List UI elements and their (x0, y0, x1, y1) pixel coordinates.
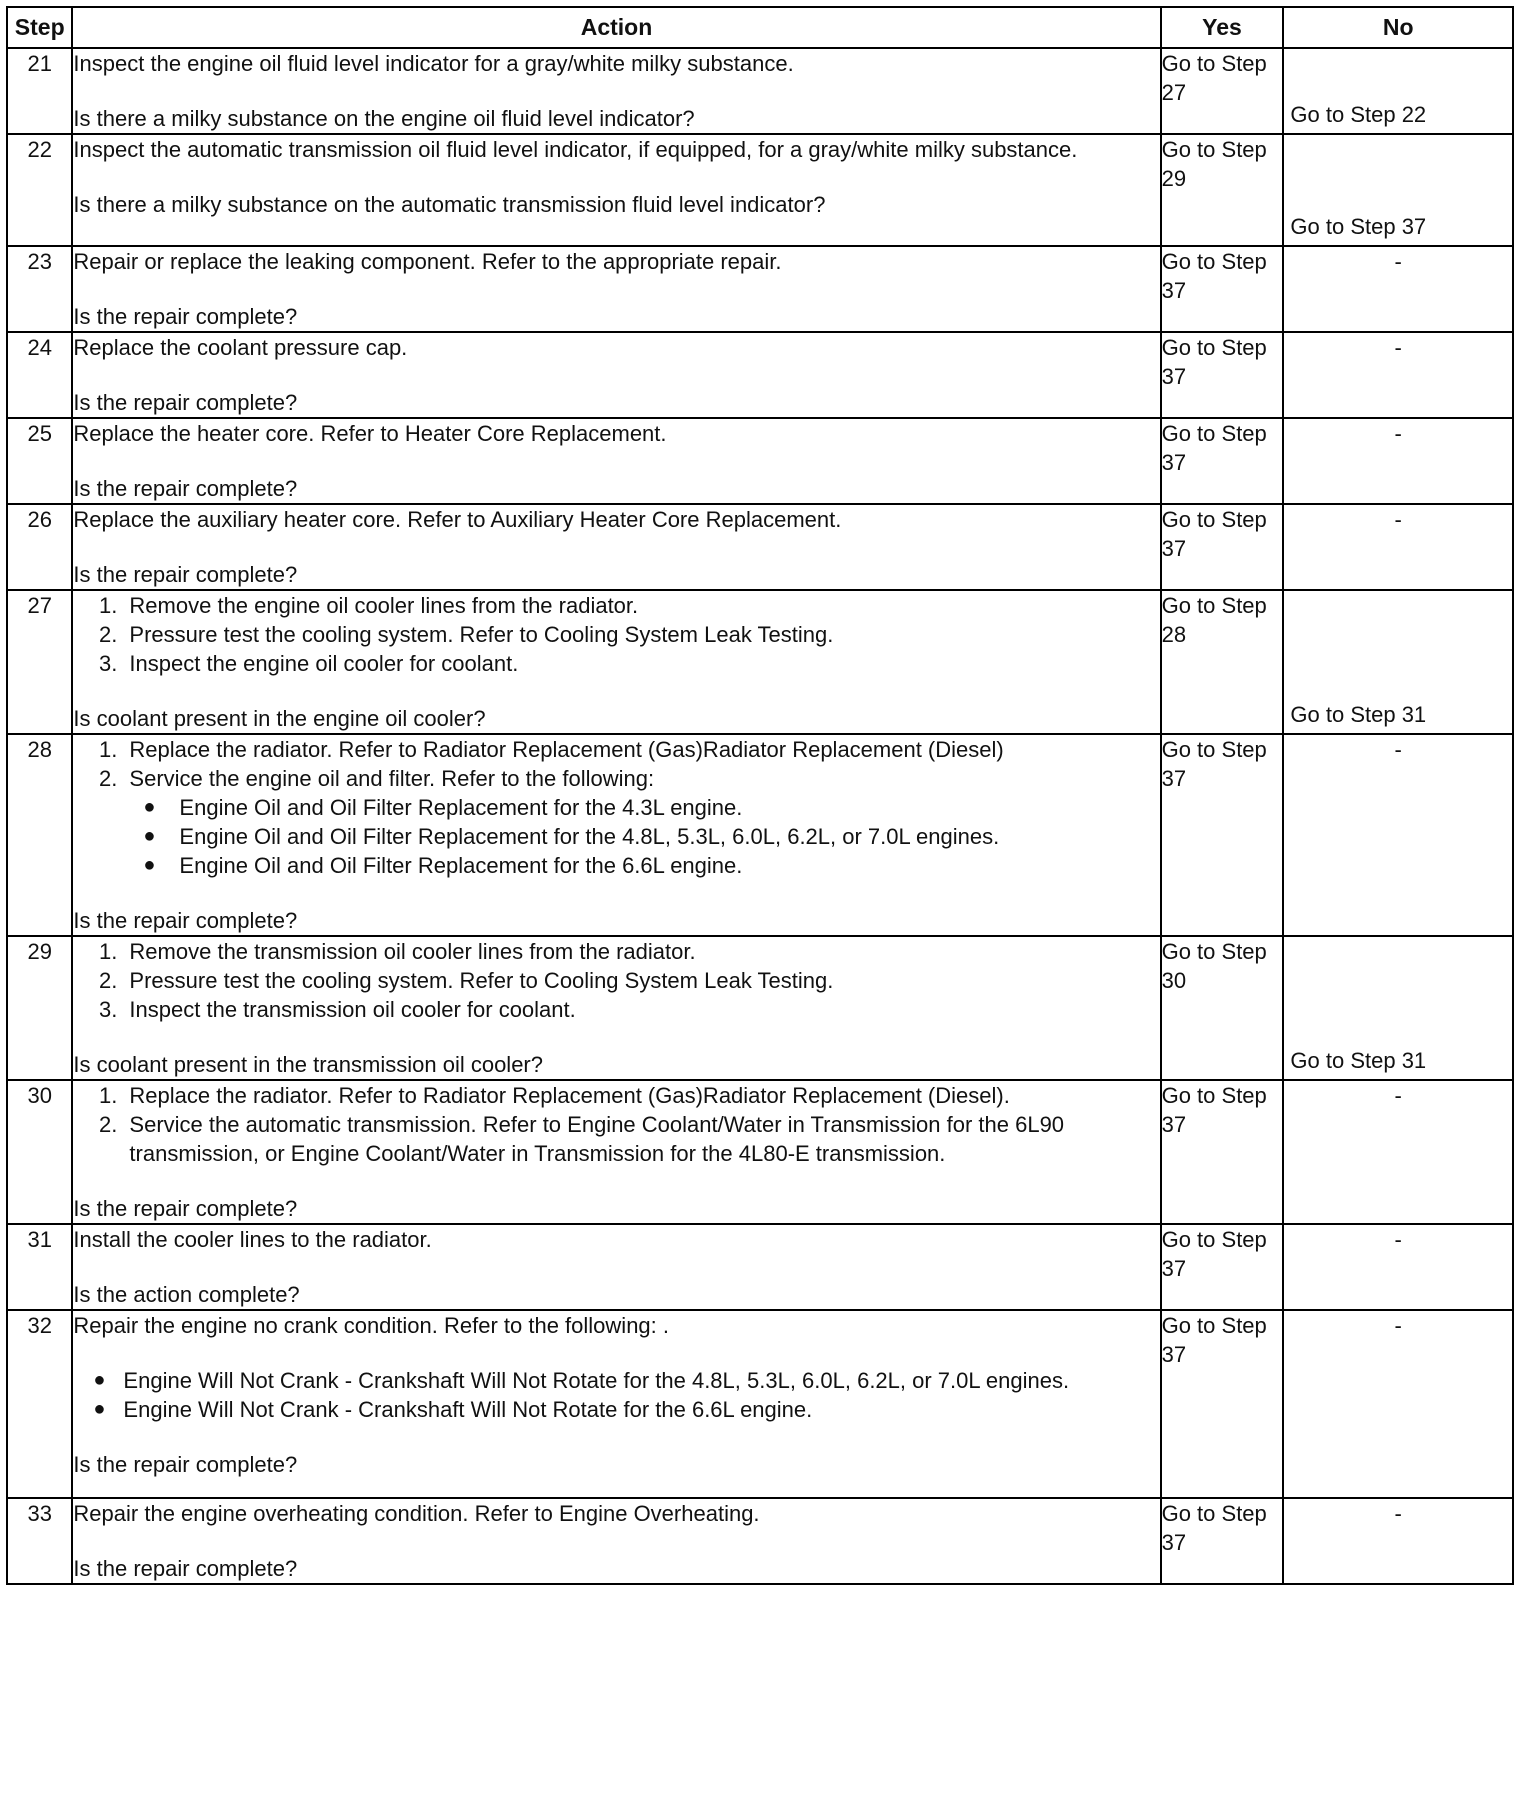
yes-cell: Go to Step 30 (1161, 936, 1284, 1080)
action-text: Replace the heater core. Refer to Heater Core Replacement. (73, 421, 667, 446)
header-yes: Yes (1161, 7, 1284, 48)
list-item: 1. Remove the transmission oil cooler lines from the radiator. (123, 937, 1159, 966)
step-number: 22 (7, 134, 72, 246)
bullet-item: ● Engine Oil and Oil Filter Replacement for the 4.3L engine. (173, 793, 1159, 822)
action-cell (72, 1498, 1160, 1584)
list-item: 2. Pressure test the cooling system. Refer to Cooling System Leak Testing. (123, 620, 1159, 649)
yes-cell: Go to Step 37 (1161, 734, 1284, 936)
header-no: No (1283, 7, 1513, 48)
list-item: 1. Replace the radiator. Refer to Radiator Replacement (Gas)Radiator Replacement (Diesel). (123, 1081, 1159, 1110)
table-row (7, 418, 1513, 504)
action-cell (72, 246, 1160, 332)
yes-cell: Go to Step 27 (1161, 48, 1284, 134)
numbered-list (73, 1081, 1159, 1168)
action-cell (72, 1224, 1160, 1310)
yes-cell: Go to Step 37 (1161, 246, 1284, 332)
action-cell (72, 1080, 1160, 1224)
bullet-item: ● Engine Will Not Crank - Crankshaft Will Not Rotate for the 4.8L, 5.3L, 6.0L, 6.2L, or 7.0L engines. (123, 1366, 1159, 1395)
table-row (7, 332, 1513, 418)
action-text: Repair the engine no crank condition. Refer to the following: . (73, 1313, 670, 1338)
header-step: Step (7, 7, 72, 48)
step-number: 25 (7, 418, 72, 504)
table-row (7, 1224, 1513, 1310)
action-text: Repair or replace the leaking component. Refer to the appropriate repair. (73, 249, 782, 274)
yes-cell: Go to Step 37 (1161, 418, 1284, 504)
action-question: Is the repair complete? (73, 562, 298, 587)
step-number: 23 (7, 246, 72, 332)
step-number: 33 (7, 1498, 72, 1584)
numbered-list (73, 735, 1159, 880)
action-question: Is coolant present in the transmission oil cooler? (73, 1052, 543, 1077)
action-cell (72, 734, 1160, 936)
step-number: 21 (7, 48, 72, 134)
action-text: Install the cooler lines to the radiator. (73, 1227, 432, 1252)
numbered-list (73, 591, 1159, 678)
table-row (7, 1310, 1513, 1498)
no-cell: - (1283, 1224, 1513, 1310)
step-number: 31 (7, 1224, 72, 1310)
table-row (7, 936, 1513, 1080)
list-item: 1. Replace the radiator. Refer to Radiator Replacement (Gas)Radiator Replacement (Diesel) (123, 735, 1159, 764)
no-cell: Go to Step 22 (1283, 48, 1513, 134)
step-number: 28 (7, 734, 72, 936)
list-item: 3. Inspect the engine oil cooler for coolant. (123, 649, 1159, 678)
no-cell: - (1283, 734, 1513, 936)
step-number: 27 (7, 590, 72, 734)
action-cell (72, 1310, 1160, 1498)
no-cell: - (1283, 246, 1513, 332)
action-question: Is the repair complete? (73, 908, 298, 933)
table-row (7, 1080, 1513, 1224)
action-cell (72, 504, 1160, 590)
list-item: 2. Service the automatic transmission. Refer to Engine Coolant/Water in Transmission for the 6L90 transmission, or Engine Coolant/Water in Transmission for the 4L80-E transmission. (123, 1110, 1159, 1168)
action-question: Is there a milky substance on the automatic transmission fluid level indicator? (73, 192, 826, 217)
action-cell (72, 590, 1160, 734)
yes-cell: Go to Step 37 (1161, 1224, 1284, 1310)
action-question: Is the repair complete? (73, 304, 298, 329)
no-cell: - (1283, 504, 1513, 590)
yes-cell: Go to Step 37 (1161, 504, 1284, 590)
table-row (7, 590, 1513, 734)
bullet-list (129, 793, 1159, 880)
action-text: Repair the engine overheating condition. Refer to Engine Overheating. (73, 1501, 760, 1526)
yes-cell: Go to Step 28 (1161, 590, 1284, 734)
yes-cell: Go to Step 29 (1161, 134, 1284, 246)
yes-cell: Go to Step 37 (1161, 1310, 1284, 1498)
no-cell: Go to Step 37 (1283, 134, 1513, 246)
step-number: 24 (7, 332, 72, 418)
bullet-item: ● Engine Oil and Oil Filter Replacement for the 4.8L, 5.3L, 6.0L, 6.2L, or 7.0L engines. (173, 822, 1159, 851)
bullet-item: ● Engine Will Not Crank - Crankshaft Will Not Rotate for the 6.6L engine. (123, 1395, 1159, 1424)
step-number: 29 (7, 936, 72, 1080)
numbered-list (73, 937, 1159, 1024)
list-item: 1. Remove the engine oil cooler lines from the radiator. (123, 591, 1159, 620)
action-question: Is the repair complete? (73, 1452, 298, 1477)
bullet-list (73, 1366, 1159, 1424)
action-cell (72, 332, 1160, 418)
action-cell (72, 48, 1160, 134)
step-number: 26 (7, 504, 72, 590)
action-question: Is the repair complete? (73, 476, 298, 501)
action-text: Inspect the automatic transmission oil fluid level indicator, if equipped, for a gray/white milky substance. (73, 137, 1078, 162)
header-row (7, 7, 1513, 48)
step-number: 32 (7, 1310, 72, 1498)
step-number: 30 (7, 1080, 72, 1224)
no-cell: - (1283, 1310, 1513, 1498)
action-question: Is the action complete? (73, 1282, 300, 1307)
list-item: 3. Inspect the transmission oil cooler for coolant. (123, 995, 1159, 1024)
no-cell: - (1283, 1080, 1513, 1224)
no-cell: - (1283, 1498, 1513, 1584)
table-row (7, 134, 1513, 246)
table-row (7, 48, 1513, 134)
table-row (7, 504, 1513, 590)
bullet-item: ● Engine Oil and Oil Filter Replacement for the 6.6L engine. (173, 851, 1159, 880)
no-cell: Go to Step 31 (1283, 590, 1513, 734)
list-item-text: Service the engine oil and filter. Refer to the following: (129, 766, 655, 791)
list-item (123, 764, 1159, 880)
no-cell: - (1283, 332, 1513, 418)
diagnostic-table (6, 6, 1514, 1585)
yes-cell: Go to Step 37 (1161, 1498, 1284, 1584)
action-question: Is there a milky substance on the engine oil fluid level indicator? (73, 106, 695, 131)
action-cell (72, 134, 1160, 246)
action-question: Is the repair complete? (73, 1196, 298, 1221)
no-cell: - (1283, 418, 1513, 504)
header-action: Action (72, 7, 1160, 48)
yes-cell: Go to Step 37 (1161, 332, 1284, 418)
action-text: Replace the auxiliary heater core. Refer to Auxiliary Heater Core Replacement. (73, 507, 842, 532)
action-question: Is the repair complete? (73, 1556, 298, 1581)
action-question: Is coolant present in the engine oil cooler? (73, 706, 486, 731)
action-cell (72, 418, 1160, 504)
no-cell: Go to Step 31 (1283, 936, 1513, 1080)
list-item: 2. Pressure test the cooling system. Refer to Cooling System Leak Testing. (123, 966, 1159, 995)
table-row (7, 1498, 1513, 1584)
action-text: Inspect the engine oil fluid level indicator for a gray/white milky substance. (73, 51, 794, 76)
action-text: Replace the coolant pressure cap. (73, 335, 408, 360)
table-row (7, 246, 1513, 332)
table-row (7, 734, 1513, 936)
action-question: Is the repair complete? (73, 390, 298, 415)
yes-cell: Go to Step 37 (1161, 1080, 1284, 1224)
action-cell (72, 936, 1160, 1080)
